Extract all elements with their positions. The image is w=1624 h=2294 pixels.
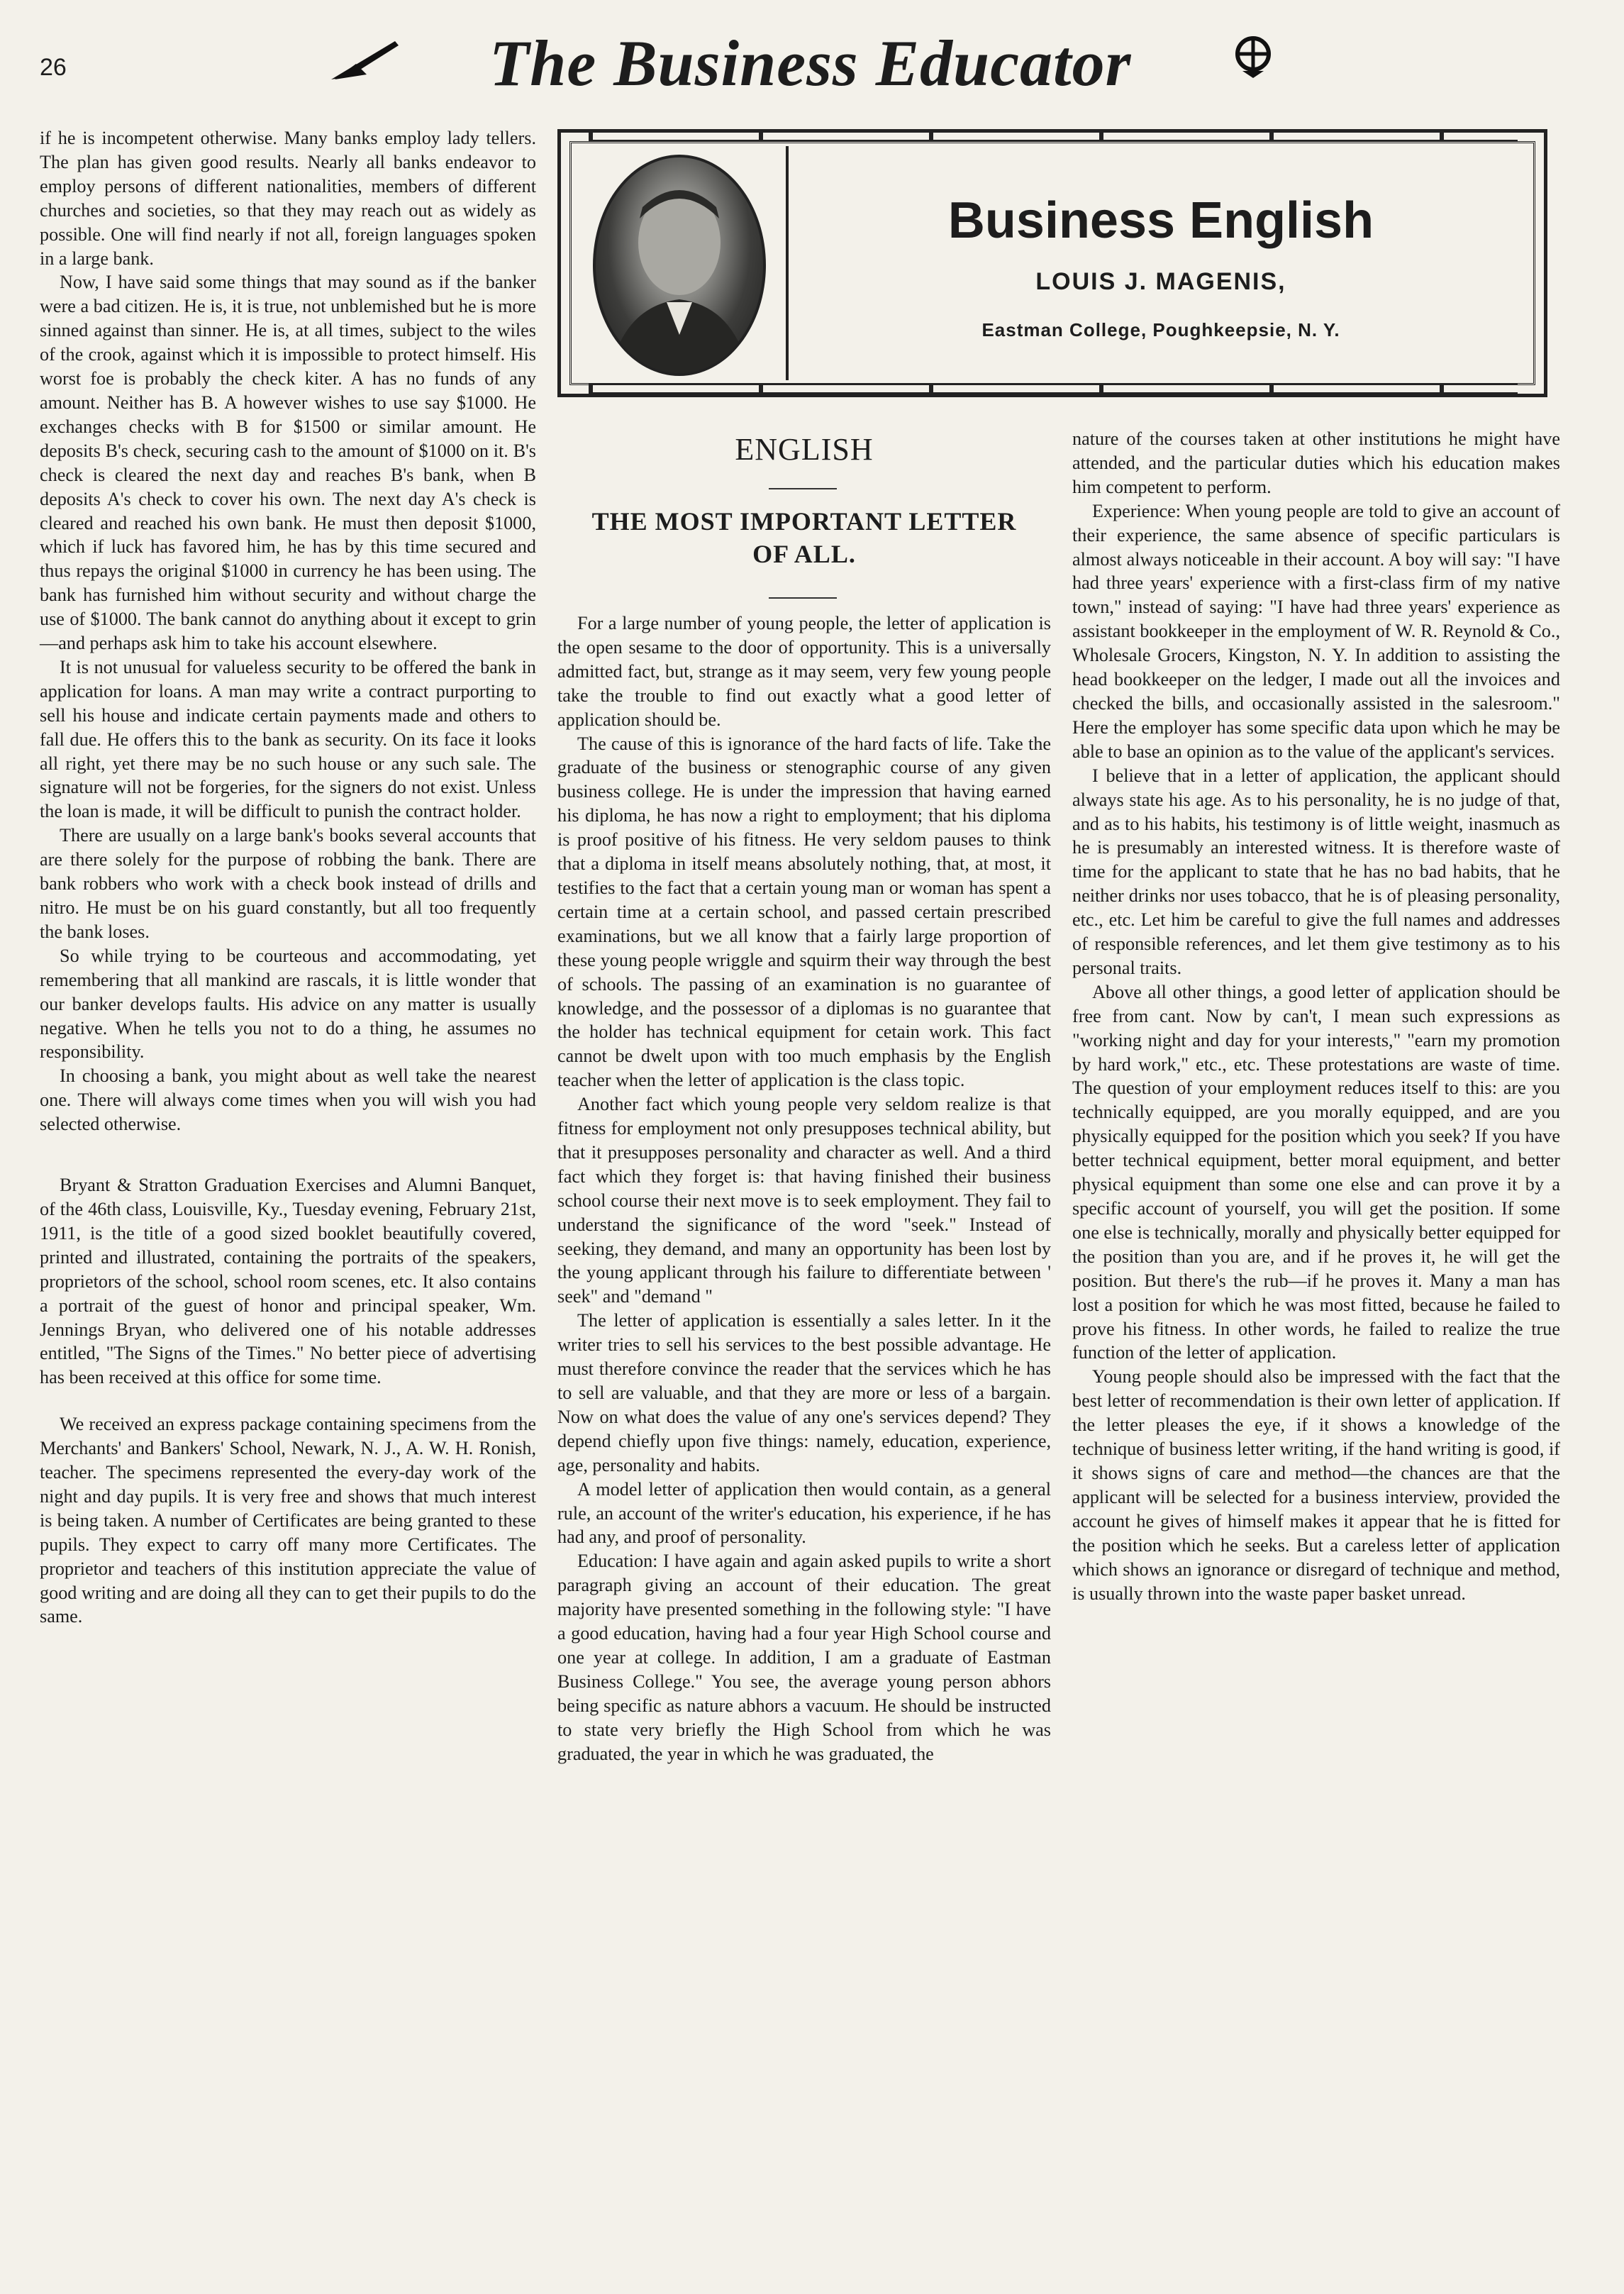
paragraph: The letter of application is essentially a sales letter. In it the writer tries to sell his services to the best possible advantage. He must therefore convince the reader that the services which he has to sell are valuable, and that they are more or less of a bargain. Now on what does the value of any one's services depend? They depend chiefly upon five things: namely, education, experience, age, personality and habits. xyxy=(557,1310,1051,1475)
paragraph: So while trying to be courteous and accommodating, yet remembering that all mankind are rascals, it is little wonder that our banker develops faults. His advice on any matter is usually negative. When he tells you not to do a thing, he assumes no responsibility. xyxy=(40,945,536,1063)
paragraph: For a large number of young people, the letter of application is the open sesame to the door of opportunity. This is a universally admitted fact, but, strange as it may seem, very few young people take the trouble to find out exactly what a good letter of application should be. xyxy=(557,613,1051,730)
column-middle xyxy=(557,611,1051,1766)
ornament-border-top xyxy=(589,131,1518,142)
divider xyxy=(769,488,837,489)
paragraph: Now, I have said some things that may sound as if the banker were a bad citizen. He is, it is true, not unblemished but he is more sinned against than sinner. He is, at all times, subject to the wiles of the crook, against which it is impossible to protect himself. His worst foe is probably the check kiter. A has no funds of any amount. Neither has B. A however wishes to use say $1000. He exchanges checks with B for $1500 or similar amount. He deposits B's check, securing cash to the amount of $1000 on it. B's check is cleared the next day and reaches B's bank, when B deposits A's check to cover his own. The next day A's check is cleared and reached his own bank. He must then deposit $1000, which if luck has favored him, he has by this time secured and thus repays the original $1000 in currency he has been using. The bank has furnished him without security and without charge the use of $1000. The bank cannot do anything about it except to grin—and perhaps ask him to take his account elsewhere. xyxy=(40,272,536,654)
news-item: We received an express package containing specimens from the Merchants' and Bankers' School, Newark, N. J., A. W. H. Ronish, teacher. The specimens represented the every-day work of the night and day pupils. It is very free and shows that much interest is being taken. A number of Certificates are being granted to these pupils. They expect to carry off many more Certificates. The proprietor and teachers of this institution appreciate the value of good writing and are doing all they can to get their pupils to do the same. xyxy=(40,1414,536,1627)
page-number: 26 xyxy=(40,54,67,81)
column-right xyxy=(1072,427,1560,1605)
author-portrait xyxy=(593,155,766,376)
column-left xyxy=(40,126,536,1629)
department-title: Business English xyxy=(947,192,1374,249)
divider xyxy=(786,146,789,380)
paragraph: Above all other things, a good letter of application should be free from cant. Now by can't, I mean such expressions as "working night and day for your interests," "earn my promotion by hard work," etc., etc. These protestations are waste of time. The question of your employment reduces itself to this: are you technically equipped, are you morally equipped, and are you physically equipped for the position which you seek? If you have better technical equipment, better moral equipment, and better physical equipment than some one else and can prove it by a specific account of yourself, you will get the position. If some one else is technically, morally and physically better equipped for the position than you are, and if he proves it, he will get the position. But there's the rub—if he proves it. Many a man has lost a position for which he was most fitted, because he failed to prove his fitness. In other words, he failed to realize the true function of the letter of application. xyxy=(1072,981,1560,1363)
divider xyxy=(769,597,837,599)
pen-nib-icon xyxy=(328,35,406,85)
paragraph: A model letter of application then would contain, as a general rule, an account of the writer's education, his experience, if he has had any, and proof of personality. xyxy=(557,1478,1051,1548)
paragraph: Education: I have again and again asked pupils to write a short paragraph giving an account of their education. The great majority have presented something in the following style: "I have a good education, having had a four year High School course and one year at college. In addition, I am a graduate of Eastman Business College." You see, the average young person abhors being specific as nature abhors a vacuum. He should be instructed to state very briefly the High School from which he was graduated, the year in which he was graduated, the xyxy=(557,1551,1051,1764)
paragraph: I believe that in a letter of application, the applicant should always state his age. As to his personality, he is no judge of that, and as to his habits, his testimony is of little weight, inasmuch as he is presumably an interested witness. It is therefore waste of time for the applicant to state that he has no bad habits, that he neither drinks nor uses tobacco, that he is of pleasing personality, etc., etc. Let him be careful to give the full names and addresses of responsible references, and let them give testimony as to his personal traits. xyxy=(1072,765,1560,978)
article-title-line: THE MOST IMPORTANT LETTER xyxy=(591,507,1017,536)
paragraph: Another fact which young people very seldom realize is that fitness for employment not only presupposes technical ability, but that it presupposes personality and character as well. And a third fact which they forget is: that having finished their business school course their next move is to seek employment. They fail to understand the significance of the word "seek." Instead of seeking, they demand, and many an opportunity has been lost by the young applicant through his failure to differentiate between ' seek" and "demand " xyxy=(557,1094,1051,1307)
paragraph: nature of the courses taken at other institutions he might have attended, and the particular duties which his education makes him competent to perform. xyxy=(1072,428,1560,497)
paragraph: if he is incompetent otherwise. Many banks employ lady tellers. The plan has given good results. Nearly all banks endeavor to employ persons of different nationalities, members of different churches and societies, so that they may reach out as widely as possible. One will find nearly if not all, foreign languages spoken in a large bank. xyxy=(40,128,536,269)
emblem-icon xyxy=(1228,31,1278,81)
paragraph: Experience: When young people are told to give an account of their experience, the same absence of specific particulars is almost always noticeable in their account. A boy will say: "I have had three years' experience with a first-class firm of my native town," instead of saying: "I have had three years' experience as assistant bookkeeper in the employment of W. R. Reynold & Co., Wholesale Grocers, Kingston, N. Y. In addition to assisting the head bookkeeper on the ledger, I made out all the invoices and checked the bills, and occasionally assisted in the salesroom." Here the employer has some specific data upon which he may be able to base an opinion as to the value of the applicant's services. xyxy=(1072,500,1560,762)
paragraph: There are usually on a large bank's books several accounts that are there solely for the purpose of robbing the bank. There are bank robbers who work with a check book instead of drills and nitro. He must be on his guard constantly, but all too frequently the bank loses. xyxy=(40,825,536,942)
paragraph: In choosing a bank, you might about as well take the nearest one. There will always come times when you will wish you had selected otherwise. xyxy=(40,1065,536,1135)
article-title-line: OF ALL. xyxy=(752,540,856,568)
article-title xyxy=(557,505,1051,570)
paragraph: The cause of this is ignorance of the hard facts of life. Take the graduate of the business or stenographic course of any given business college. He is under the impression that having earned his diploma, he has now a right to employment; that his diploma is proof positive of his fitness. He very seldom pauses to think that a diploma in itself means absolutely nothing, that, at most, it testifies to the fact that a certain young man or woman has spent a certain time at a certain school, and passed certain prescribed examinations, but we all know that a fairly large proportion of these young people wriggle and squirm their way through the best of schools. The passing of an examination is no guarantee of knowledge, and the possessor of a diplomas is no guarantee that the holder has technical equipment for cetain work. This fact cannot be dwelt upon with too much emphasis by the English teacher when the letter of application is the class topic. xyxy=(557,733,1051,1091)
ornament-border-bottom xyxy=(589,383,1518,394)
news-item: Bryant & Stratton Graduation Exercises and Alumni Banquet, of the 46th class, Louisville, Ky., Tuesday evening, February 21st, 1911, is the title of a good sized booklet beautifully covered, printed and illustrated, containing the portraits of the speakers, proprietors of the school, school room scenes, etc. It also contains a portrait of the guest of honor and principal speaker, Wm. Jennings Bryan, who delivered one of his notable addresses entitled, "The Signs of the Times." No better piece of advertising has been received at this office for some time. xyxy=(40,1175,536,1388)
masthead-title: The Business Educator xyxy=(489,27,1132,99)
author-affiliation: Eastman College, Poughkeepsie, N. Y. xyxy=(981,319,1340,340)
paragraph: It is not unusual for valueless security to be offered the bank in application for loans. A man may write a contract purporting to sell his house and indicate certain payments made and others to fall due. He offers this to the bank as security. On its face it looks all right, yet there may be no such house or any such sale. The signature will not be forgeries, for the signers do not exist. Unless the loan is made, it will be difficult to punish the contract holder. xyxy=(40,656,536,822)
paragraph: Young people should also be impressed with the fact that the best letter of recommendation is their own letter of application. If the letter pleases the eye, if it shows a knowledge of the technique of business letter writing, if the hand writing is good, if it shows signs of care and method—the chances are that the applicant will be selected for a business interview, provided the account he gives of himself makes it appear that he is fitted for the position which he seeks. But a careless letter of application which shows an ignorance or disregard of technique and method, is usually thrown into the waste paper basket unread. xyxy=(1072,1366,1560,1604)
author-name: LOUIS J. MAGENIS, xyxy=(1035,268,1286,295)
article-kicker: ENGLISH xyxy=(735,432,874,467)
